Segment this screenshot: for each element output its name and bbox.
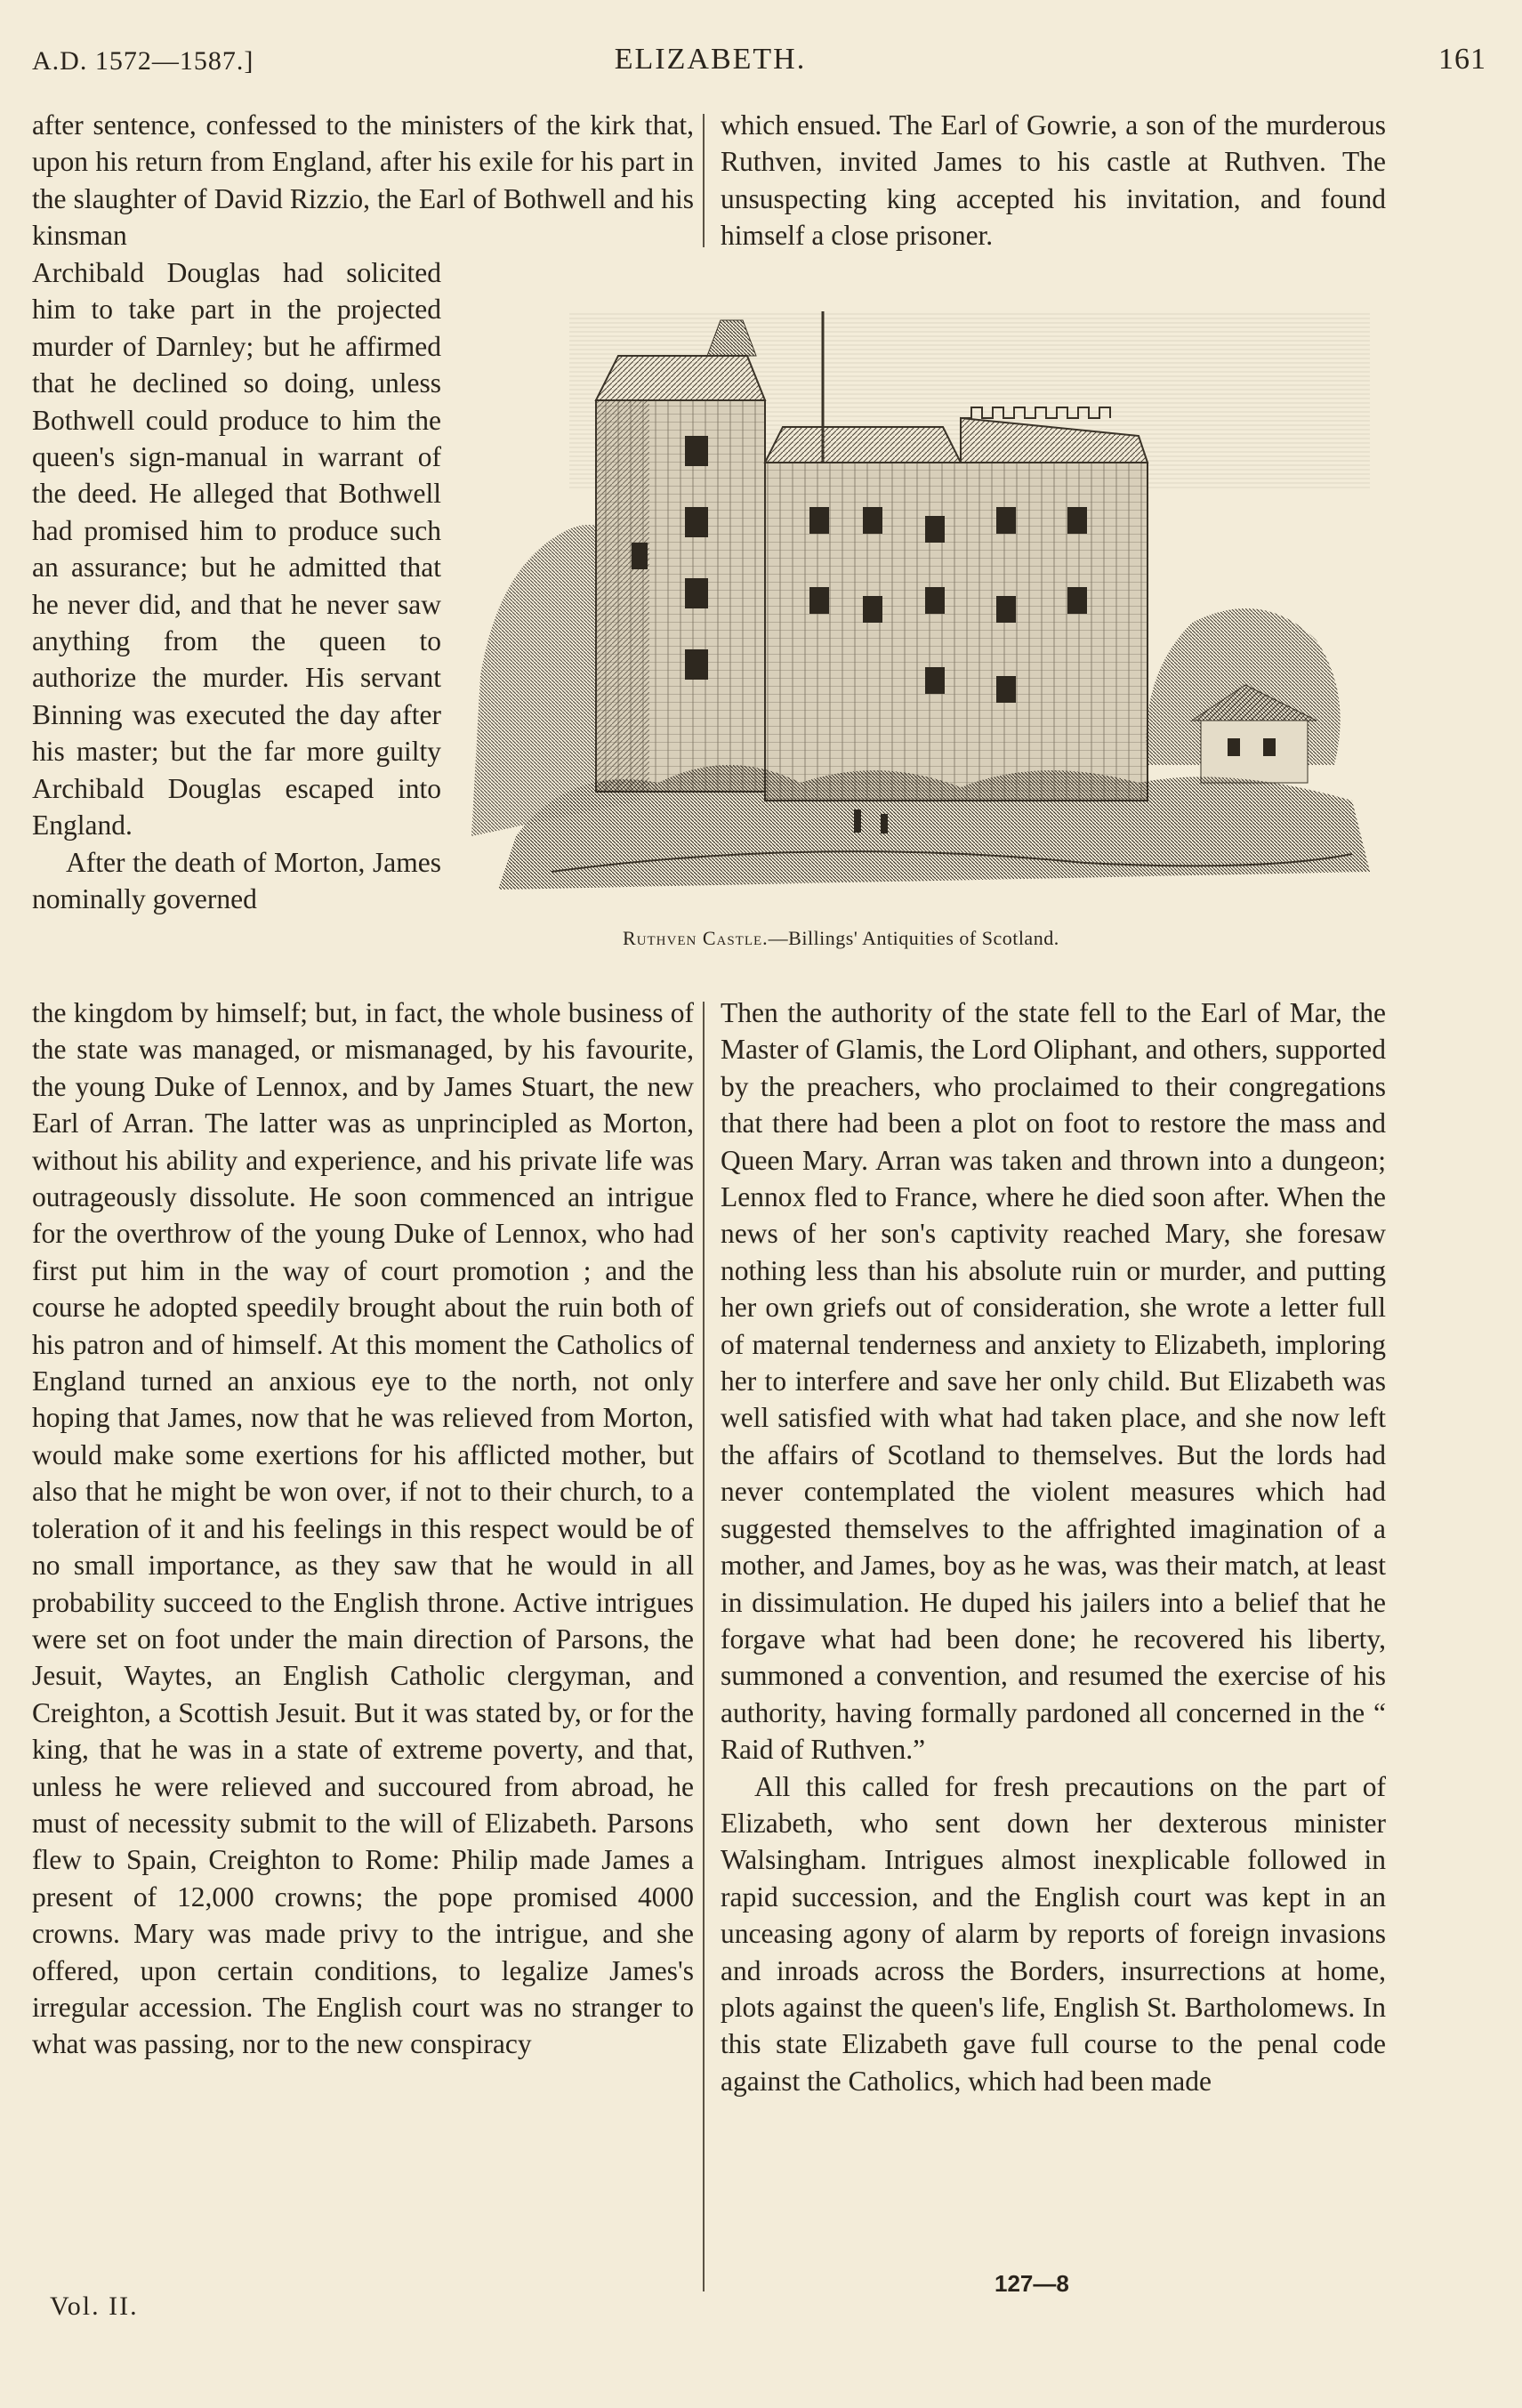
running-header: [32, 43, 1486, 87]
column-rule-top: [703, 114, 705, 247]
paragraph: which ensued. The Earl of Gowrie, a son of the murderous Ruthven, invited James to his castle at Ruthven. The unsuspecting king accepted his invitation, and found himself a close prisoner.: [721, 109, 1386, 252]
castle-illustration: [463, 302, 1388, 907]
paragraph: the kingdom by himself; but, in fact, the whole business of the state was managed, or mismanaged, by his favourite, the young Duke of Lennox, and by James Stuart, the new Earl of Arran. The latter was as unprincipled as Morton, without his ability and experience, and his private life was outrageously dissolute. He soon commenced an intrigue for the overthrow of the young Duke of Lennox, who had first put him in the way of court promotion ; and the course he adopted speedily brought about the ruin both of his patron and of himself. At this moment the Catholics of England turned an anxious eye to the north, not only hoping that James, now that he was relieved from Morton, would make some exertions for his afflicted mother, but also that he might be won over, if not to their church, to a toleration of it and his feelings in this respect would be of no small importance, as they saw that he would in all probability succeed to the English throne. Active intrigues were set on foot under the main direction of Parsons, the Jesuit, Waytes, an English Catholic clergyman, and Creighton, a Scottish Jesuit. But it was stated by, or for the king, that he was in a state of extreme poverty, and that, unless he were relieved and succoured from abroad, he must of necessity submit to the will of Elizabeth. Parsons flew to Spain, Creighton to Rome: Philip made James a present of 12,000 crowns; the pope promised 4000 crowns. Mary was made privy to the intrigue, and she offered, upon certain conditions, to legalize James's irregular accession. The English court was no stranger to what was passing, nor to the new conspiracy: [32, 997, 694, 2060]
header-title: ELIZABETH.: [614, 43, 807, 76]
ruthven-castle-engraving: [463, 302, 1388, 907]
left-column-top: [32, 107, 694, 254]
left-column-bottom: [32, 995, 694, 2063]
paragraph: Archibald Douglas had solicited him to take part in the projected murder of Darnley; but he affirmed that he declined so doing, unless Bothwell could produce to him the queen's sign-manual in warrant of the deed. He alleged that Bothwell had promised him to produce such an assurance; but he admitted that he never did, and that he never saw anything from the queen to authorize the murder. His servant Binning was executed the day after his master; but the far more guilty Archibald Douglas escaped into England.: [32, 257, 441, 842]
right-column-top: [721, 107, 1386, 254]
figure-caption: [623, 927, 1263, 950]
paragraph: All this called for fresh precautions on the part of Elizabeth, who sent down her dexterous minister Walsingham. Intrigues almost inexplicable followed in rapid succession, and the English court was kept in an unceasing agony of alarm by reports of foreign invasions and inroads across the Borders, insurrections at home, plots against the queen's life, English St. Bartholomews. In this state Elizabeth gave full course to the penal code against the Catholics, which had been made: [721, 1770, 1386, 2097]
page-number: 161: [1438, 43, 1486, 76]
caption-title: Ruthven Castle.: [623, 927, 769, 949]
paragraph: after sentence, confessed to the ministers of the kirk that, upon his return from England, after his exile for his part in the slaughter of David Rizzio, the Earl of Bothwell and his kinsman: [32, 109, 694, 252]
paragraph: Then the authority of the state fell to the Earl of Mar, the Master of Glamis, the Lord Oliphant, and others, supported by the preachers, who proclaimed to their congregations that there had been a plot on foot to restore the mass and Queen Mary. Arran was taken and thrown into a dungeon; Lennox fled to France, where he died soon after. When the news of her son's captivity reached Mary, she foresaw nothing less than his absolute ruin or murder, and putting her own griefs out of consideration, she wrote a letter full of maternal tenderness and anxiety to Elizabeth, imploring her to interfere and save her only child. But Elizabeth was well satisfied with what had taken place, and she now left the affairs of Scotland to themselves. But the lords had never contemplated the violent measures which had suggested themselves to the affrighted imagination of a mother, and James, boy as he was, was their match, at least in dissimulation. He duped his jailers into a belief that he forgave what had been done; he recovered his liberty, summoned a convention, and resumed the exercise of his authority, having formally pardoned all concerned in the “ Raid of Ruthven.”: [721, 997, 1386, 1766]
paragraph: After the death of Morton, James nominally governed: [32, 846, 441, 914]
caption-source: —Billings' Antiquities of Scotland.: [768, 927, 1059, 949]
right-column-bottom: [721, 995, 1386, 2099]
header-date-range: A.D. 1572—1587.]: [32, 46, 254, 76]
left-column-wrap: [32, 254, 441, 917]
signature-mark: 127—8: [995, 2270, 1069, 2297]
column-rule-bottom: [703, 1002, 705, 2291]
volume-label: Vol. II.: [50, 2291, 139, 2321]
